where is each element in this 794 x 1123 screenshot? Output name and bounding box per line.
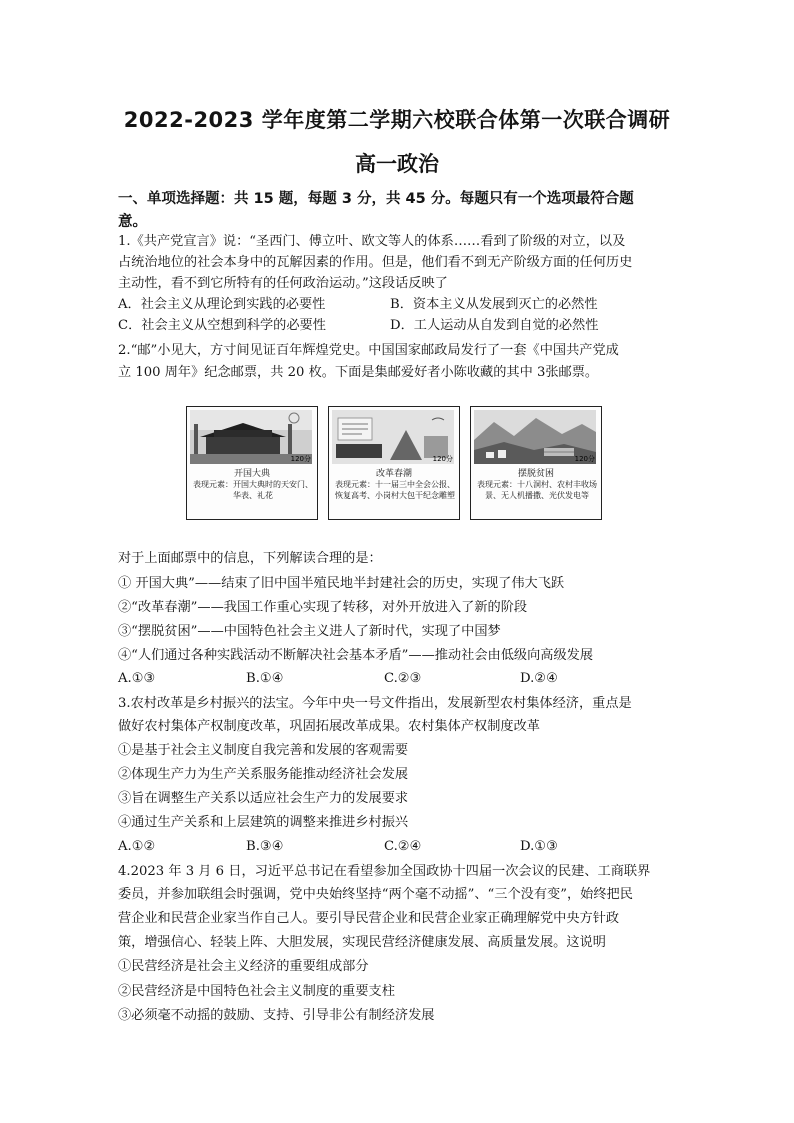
stamp-price: 120分 — [432, 455, 453, 463]
question-4-item: ②民营经济是中国特色社会主义制度的重要支柱 — [118, 984, 395, 999]
question-3-option-b: B.③④ — [246, 839, 284, 854]
question-3-stem: 3.农村改革是乡村振兴的法宝。今年中央一号文件指出，发展新型农村集体经济，重点是 — [118, 696, 632, 711]
question-1-stem: 主动性，看不到它所特有的任何政治运动。”这段话反映了 — [118, 276, 448, 291]
stamp-name: 摆脱贫困 — [517, 469, 554, 479]
question-1-option-d: D．工人运动从自发到自觉的必然性 — [390, 318, 599, 333]
stamp-description: 表现元素：十八洞村、农村丰收场景、无人机播撒、光伏发电等 — [477, 480, 597, 500]
question-3-item: ③旨在调整生产关系以适应社会生产力的发展要求 — [118, 791, 409, 806]
page-title: 2022-2023 学年度第二学期六校联合体第一次联合调研 — [123, 108, 671, 132]
question-3-item: ①是基于社会主义制度自我完善和发展的客观需要 — [118, 743, 409, 758]
stamp-poverty-alleviation — [470, 406, 602, 520]
question-2-option-d: D.②④ — [520, 671, 558, 686]
page-subtitle: 高一政治 — [355, 152, 439, 176]
question-4-stem: 委员，并参加联组会时强调，党中央始终坚持“两个毫不动摇”、“三个没有变”，始终把民 — [118, 887, 633, 902]
stamp-founding-ceremony — [186, 406, 318, 520]
section-heading-line: 意。 — [118, 214, 147, 230]
question-2-item: ②“改革春潮”——我国工作重心实现了转移，对外开放进入了新的阶段 — [118, 600, 528, 615]
question-2-option-b: B.①④ — [246, 671, 284, 686]
question-3-option-d: D.①③ — [520, 839, 558, 854]
stamp-price: 120分 — [574, 455, 595, 463]
question-2-option-c: C.②③ — [384, 671, 422, 686]
question-3-stem: 做好农村集体产权制度改革，巩固拓展改革成果。农村集体产权制度改革 — [118, 719, 540, 734]
stamp-description: 表现元素：开国大典时的天安门、华表、礼花 — [193, 480, 313, 500]
question-4-stem: 营企业和民营企业家当作自己人。要引导民营企业和民营企业家正确理解党中央方针政 — [118, 911, 620, 926]
stamp-description: 表现元素：十一届三中全会公报、恢复高考、小岗村大包干纪念雕塑 — [335, 480, 455, 500]
question-4-stem: 4.2023 年 3 月 6 日，习近平总书记在看望参加全国政协十四届一次会议的民建、工商联界 — [118, 864, 651, 879]
stamp-strip — [186, 406, 602, 520]
question-4-item: ①民营经济是社会主义经济的重要组成部分 — [118, 959, 369, 974]
question-2-stem: 2.“邮”小见大，方寸间见证百年辉煌党史。中国国家邮政局发行了一套《中国共产党成 — [118, 343, 619, 358]
question-2-item: ④“人们通过各种实践活动不断解决社会基本矛盾”——推动社会由低级向高级发展 — [118, 648, 594, 663]
stamp-name: 开国大典 — [233, 469, 270, 479]
question-1-stem: 占统治地位的社会本身中的瓦解因素的作用。但是，他们看不到无产阶级方面的任何历史 — [118, 255, 633, 270]
question-2-prompt: 对于上面邮票中的信息，下列解读合理的是： — [118, 551, 382, 566]
stamp-name: 改革春潮 — [375, 469, 412, 479]
question-2-item: ③“摆脱贫困”——中国特色社会主义进人了新时代，实现了中国梦 — [118, 624, 501, 639]
question-3-option-a: A.①② — [118, 839, 156, 854]
question-3-item: ②体现生产力为生产关系服务能推动经济社会发展 — [118, 767, 409, 782]
question-1-option-a: A．社会主义从理论到实践的必要性 — [118, 297, 326, 312]
question-3-option-c: C.②④ — [384, 839, 422, 854]
stamp-reform-tide — [328, 406, 460, 520]
question-2-stem: 立 100 周年》纪念邮票，共 20 枚。下面是集邮爱好者小陈收藏的其中 3张邮票。 — [118, 365, 599, 380]
stamp-price: 120分 — [290, 455, 311, 463]
question-3-item: ④通过生产关系和上层建筑的调整来推进乡村振兴 — [118, 815, 409, 830]
question-1-stem: 1.《共产党宣言》说：“圣西门、傅立叶、欧文等人的体系……看到了阶级的对立，以及 — [118, 234, 626, 249]
section-heading-line: 一、单项选择题：共 15 题，每题 3 分，共 45 分。每题只有一个选项最符合题 — [118, 191, 634, 207]
question-1-option-b: B．资本主义从发展到灭亡的必然性 — [390, 297, 598, 312]
question-2-item: ① 开国大典”——结束了旧中国半殖民地半封建社会的历史，实现了伟大飞跃 — [118, 576, 565, 591]
question-2-option-a: A.①③ — [118, 671, 156, 686]
question-1-option-c: C．社会主义从空想到科学的必要性 — [118, 318, 326, 333]
question-4-stem: 策，增强信心、轻装上阵、大胆发展，实现民营经济健康发展、高质量发展。这说明 — [118, 935, 606, 950]
question-4-item: ③必须毫不动摇的鼓励、支持、引导非公有制经济发展 — [118, 1008, 435, 1023]
section-heading — [118, 188, 688, 234]
